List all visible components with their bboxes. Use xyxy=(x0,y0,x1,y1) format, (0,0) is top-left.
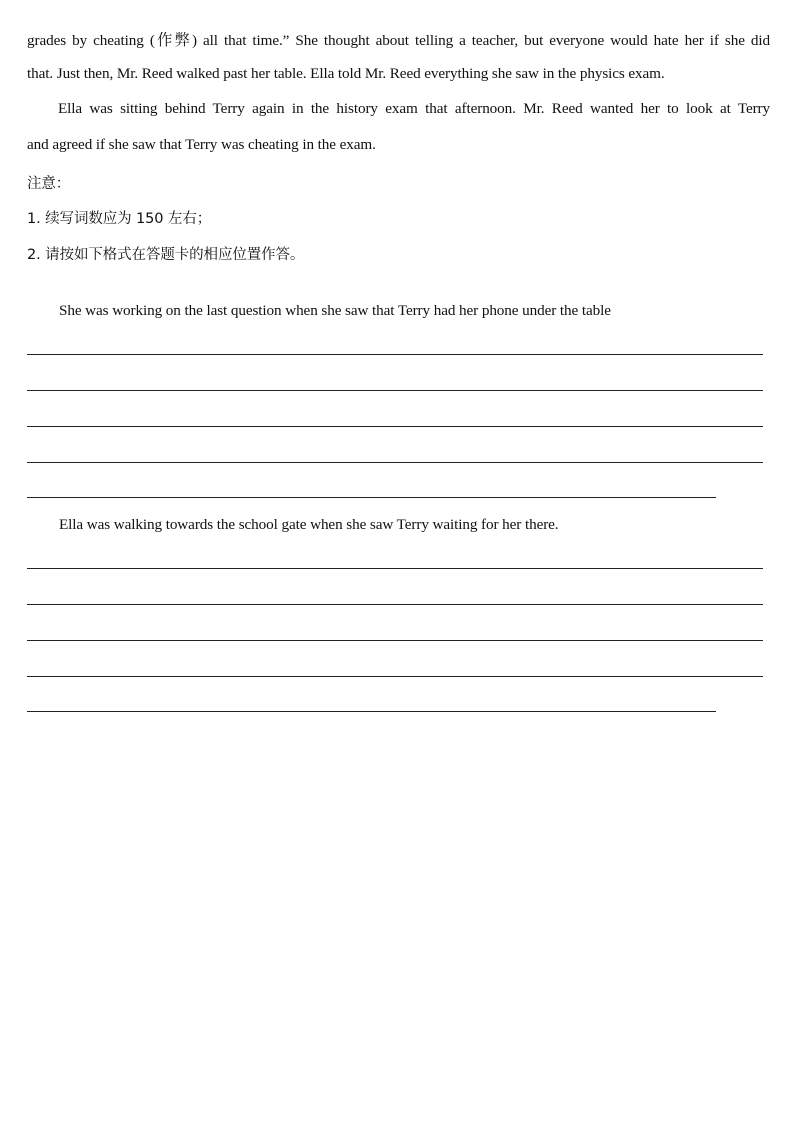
answer-line xyxy=(27,462,763,463)
passage-line-1: grades by cheating (作弊) all that time.” She thought about telling a teacher, but everyone would hate her if she did xyxy=(27,32,770,49)
answer-line xyxy=(27,604,763,605)
answer-line xyxy=(27,426,763,427)
answer-line xyxy=(27,711,716,712)
answer-line xyxy=(27,568,763,569)
answer-line xyxy=(27,497,716,498)
answer-line xyxy=(27,390,763,391)
notes-item-1: 1. 续写词数应为 150 左右； xyxy=(27,211,212,227)
answer-line xyxy=(27,640,763,641)
paragraph-2-prompt: Ella was walking towards the school gate when she saw Terry waiting for her there. xyxy=(59,516,559,533)
notes-item-2: 2. 请按如下格式在答题卡的相应位置作答。 xyxy=(27,247,305,263)
passage-line-3: Ella was sitting behind Terry again in the history exam that afternoon. Mr. Reed wanted her to look at Terry xyxy=(58,100,770,117)
passage-line-2: that. Just then, Mr. Reed walked past her table. Ella told Mr. Reed everything she saw in the physics exam. xyxy=(27,65,665,82)
passage-line-4: and agreed if she saw that Terry was cheating in the exam. xyxy=(27,136,376,153)
notes-heading: 注意： xyxy=(27,176,71,192)
answer-line xyxy=(27,354,763,355)
paragraph-1-prompt: She was working on the last question when she saw that Terry had her phone under the table xyxy=(59,302,611,319)
answer-line xyxy=(27,676,763,677)
